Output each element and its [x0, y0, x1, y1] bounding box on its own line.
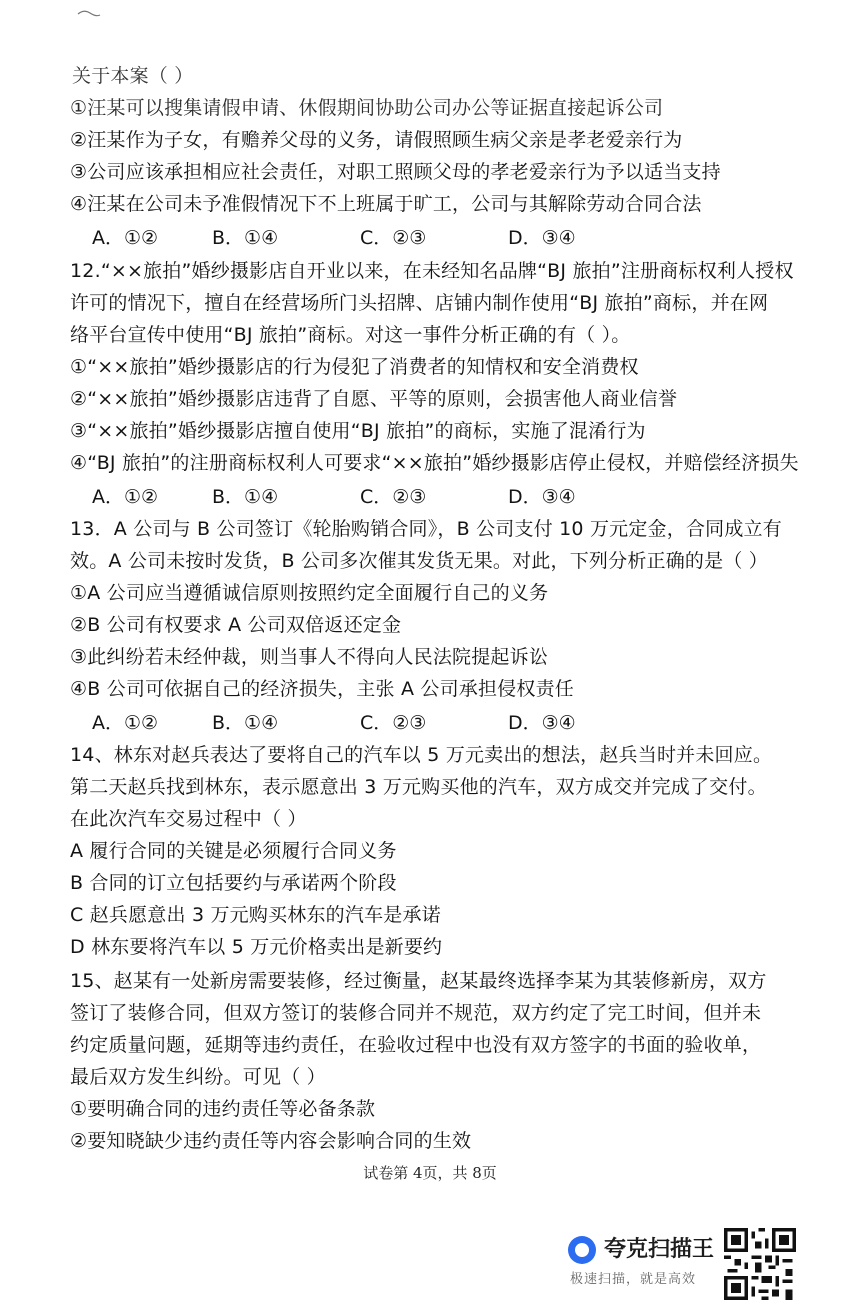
scan-smudge-mark: [76, 8, 102, 20]
q15-stem-line-1: 15、赵某有一处新房需要装修，经过衡量，赵某最终选择李某为其装修新房，双方: [70, 970, 767, 992]
scanner-watermark: [568, 1234, 718, 1294]
q11-statement-4: ④汪某在公司未予准假情况下不上班属于旷工，公司与其解除劳动合同合法: [70, 193, 702, 215]
q11-statement-2: ②汪某作为子女，有赡养父母的义务，请假照顾生病父亲是孝老爱亲行为: [70, 129, 683, 151]
q15-statement-2: ②要知晓缺少违约责任等内容会影响合同的生效: [70, 1130, 472, 1152]
q12-option-c: C．②③: [360, 486, 427, 508]
q11-option-c: C．②③: [360, 227, 427, 249]
q13-option-d: D．③④: [508, 712, 576, 734]
q14-stem-line-3: 在此次汽车交易过程中（ ）: [70, 808, 307, 830]
q15-statement-1: ①要明确合同的违约责任等必备条款: [70, 1098, 376, 1120]
q15-stem-line-3: 约定质量问题，延期等违约责任，在验收过程中也没有双方签字的书面的验收单，: [70, 1034, 762, 1056]
q12-option-d: D．③④: [508, 486, 576, 508]
q13-stem-line-2: 效。A 公司未按时发货，B 公司多次催其发货无果。对此，下列分析正确的是（ ）: [70, 550, 768, 572]
q13-stem-line-1: 13．A 公司与 B 公司签订《轮胎购销合同》，B 公司支付 10 万元定金，合同成立有: [70, 518, 782, 540]
q15-stem-line-4: 最后双方发生纠纷。可见（ ）: [70, 1066, 326, 1088]
page-footer: 试卷第 4页，共 8页: [363, 1164, 497, 1182]
q12-stem-line-2: 许可的情况下，擅自在经营场所门头招牌、店铺内制作使用“BJ 旅拍”商标，并在网: [70, 292, 769, 314]
q13-option-a: A．①②: [92, 712, 159, 734]
q13-statement-3: ③此纠纷若未经仲裁，则当事人不得向人民法院提起诉讼: [70, 646, 549, 668]
q12-statement-1: ①“××旅拍”婚纱摄影店的行为侵犯了消费者的知情权和安全消费权: [70, 356, 639, 378]
question-11-stem-tail: 关于本案（ ）: [72, 65, 194, 87]
q14-option-c: C 赵兵愿意出 3 万元购买林东的汽车是承诺: [70, 904, 441, 926]
q14-stem-line-2: 第二天赵兵找到林东，表示愿意出 3 万元购买他的汽车，双方成交并完成了交付。: [70, 776, 767, 798]
q14-option-a: A 履行合同的关键是必须履行合同义务: [70, 840, 397, 862]
q13-statement-4: ④B 公司可依据自己的经济损失，主张 A 公司承担侵权责任: [70, 678, 574, 700]
q14-option-b: B 合同的订立包括要约与承诺两个阶段: [70, 872, 397, 894]
q12-statement-3: ③“××旅拍”婚纱摄影店擅自使用“BJ 旅拍”的商标，实施了混淆行为: [70, 420, 646, 442]
q12-option-b: B．①④: [212, 486, 279, 508]
q15-stem-line-2: 签订了装修合同，但双方签订的装修合同并不规范，双方约定了完工时间，但并未: [70, 1002, 762, 1024]
q11-option-a: A．①②: [92, 227, 159, 249]
q13-statement-2: ②B 公司有权要求 A 公司双倍返还定金: [70, 614, 402, 636]
q12-stem-line-3: 络平台宣传中使用“BJ 旅拍”商标。对这一事件分析正确的有（ ）。: [70, 324, 631, 346]
q14-option-d: D 林东要将汽车以 5 万元价格卖出是新要约: [70, 936, 443, 958]
q13-statement-1: ①A 公司应当遵循诚信原则按照约定全面履行自己的义务: [70, 582, 549, 604]
q14-stem-line-1: 14、林东对赵兵表达了要将自己的汽车以 5 万元卖出的想法，赵兵当时并未回应。: [70, 744, 773, 766]
q12-option-a: A．①②: [92, 486, 159, 508]
q11-option-b: B．①④: [212, 227, 279, 249]
q12-statement-2: ②“××旅拍”婚纱摄影店违背了自愿、平等的原则，会损害他人商业信誉: [70, 388, 678, 410]
q12-statement-4: ④“BJ 旅拍”的注册商标权利人可要求“××旅拍”婚纱摄影店停止侵权，并赔偿经济损失: [70, 452, 799, 474]
brand-slogan: 极速扫描，就是高效: [570, 1272, 697, 1287]
qr-code-icon: [724, 1228, 796, 1300]
q11-statement-1: ①汪某可以搜集请假申请、休假期间协助公司办公等证据直接起诉公司: [70, 97, 664, 119]
quark-logo-icon: [568, 1236, 596, 1264]
q13-option-c: C．②③: [360, 712, 427, 734]
q11-option-d: D．③④: [508, 227, 576, 249]
brand-name: 夸克扫描王: [604, 1237, 715, 1262]
q13-option-b: B．①④: [212, 712, 279, 734]
q11-statement-3: ③公司应该承担相应社会责任，对职工照顾父母的孝老爱亲行为予以适当支持: [70, 161, 721, 183]
q12-stem-line-1: 12.“××旅拍”婚纱摄影店自开业以来，在未经知名品牌“BJ 旅拍”注册商标权利人授权: [70, 260, 794, 282]
